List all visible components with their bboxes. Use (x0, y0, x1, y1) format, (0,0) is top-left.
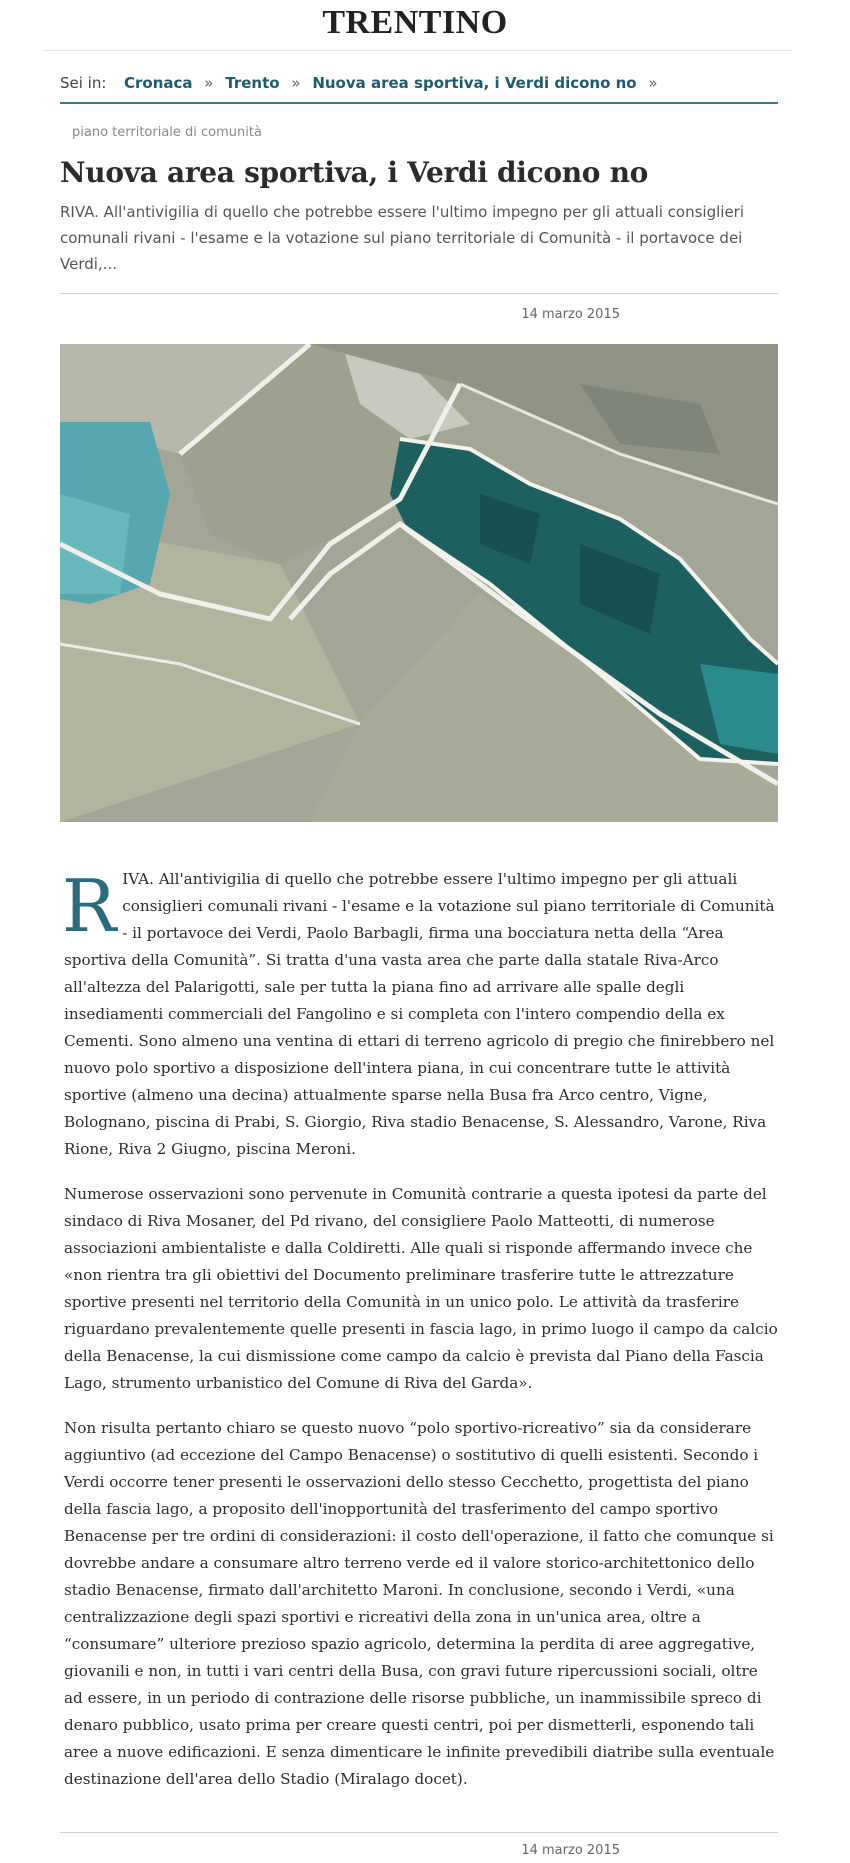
drop-cap: R (62, 864, 117, 948)
article-paragraph-3: Non risulta pertanto chiaro se questo nuovo “polo sportivo-ricreativo” sia da considerare aggiuntivo (ad eccezione del Campo Benacense) o sostitutivo di quelli esistenti. Secondo i Verdi occorre tener presenti le osservazioni dello stesso Cecchetto, progettista del piano della fascia lago, a proposito dell'inopportunità del trasferimento del campo sportivo Benacense per tre ordini di considerazioni: il costo dell'operazione, il fatto che comunque si dovrebbe andare a consumare altro terreno verde ed il valore storico-architettonico dello stadio Benacense, firmato dall'architetto Maroni. In conclusione, secondo i Verdi, «una centralizzazione degli spazi sportivi e ricreativi della zona in un'unica area, oltre a “consumare” ulteriore prezioso spazio agricolo, determina la perdita di aree aggregative, giovanili e non, in tutti i vari centri della Busa, con gravi future ripercussioni sociali, oltre ad essere, in un periodo di contrazione delle risorse pubbliche, un inammissibile spreco di denaro pubblico, usato prima per creare questi centri, poi per dismetterli, esponendo tali aree a nuove edificazioni. E senza dimenticare le infinite prevedibili diatribe sulla eventuale destinazione dell'area dello Stadio (Miralago docet). (64, 1419, 775, 1788)
breadcrumb-current-article[interactable]: Nuova area sportiva, i Verdi dicono no (312, 74, 637, 92)
article-summary: RIVA. All'antivigilia di quello che potrebbe essere l'ultimo impegno per gli attuali consiglieri comunali rivani - l'esame e la votazione sul piano territoriale di Comunità - il portavoce dei Verdi,... (60, 203, 745, 273)
masthead (0, 0, 850, 42)
article-category[interactable]: piano territoriale di comunità (72, 125, 262, 140)
breadcrumb-separator: » (648, 74, 658, 92)
breadcrumb-link-trento[interactable]: Trento (225, 74, 280, 92)
article-paragraph-2: Numerose osservazioni sono pervenute in Comunità contrarie a questa ipotesi da parte del sindaco di Riva Mosaner, del Pd rivano, del consigliere Paolo Matteotti, di numerose associazioni ambientaliste e dalla Coldiretti. Alle quali si risponde affermando invece che «non rientra tra gli obiettivi del Documento preliminare trasferire tutte le attrezzature sportive presenti nel territorio della Comunità in un unico polo. Le attività da trasferire riguardano prevalentemente quelle presenti in fascia lago, in primo luogo il campo da calcio della Benacense, la cui dismissione come campo da calcio è prevista dal Piano della Fascia Lago, strumento urbanistico del Comune di Riva del Garda». (64, 1185, 778, 1392)
article-paragraph-1 (64, 866, 780, 1163)
article-date-bottom: 14 marzo 2015 (521, 1843, 620, 1858)
summary-divider (60, 293, 778, 294)
article-photo (60, 344, 778, 822)
aerial-map-image (60, 344, 778, 822)
breadcrumb (60, 74, 665, 92)
breadcrumb-underline (60, 102, 778, 104)
article-headline: Nuova area sportiva, i Verdi dicono no (60, 156, 649, 189)
breadcrumb-separator: » (204, 74, 214, 92)
article-date-top: 14 marzo 2015 (521, 307, 620, 322)
breadcrumb-link-cronaca[interactable]: Cronaca (123, 74, 193, 92)
article-paragraph-1-text: IVA. All'antivigilia di quello che potrebbe essere l'ultimo impegno per gli attuali consiglieri comunali rivani - l'esame e la votazione sul piano territoriale di Comunità - il portavoce dei Verdi, Paolo Barbagli, firma una bocciatura netta della “Area sportiva della Comunità”. Si tratta d'una vasta area che parte dalla statale Riva-Arco all'altezza del Palarigotti, sale per tutta la piana fino ad arrivare alle spalle degli insediamenti commerciali del Fangolino e si completa con l'intero compendio della ex Cementi. Sono almeno una ventina di ettari di terreno agricolo di pregio che finirebbero nel nuovo polo sportivo a disposizione dell'intera piana, in cui concentrare tutte le attività sportive (almeno una decina) attualmente sparse nella Busa fra Arco centro, Vigne, Bolognano, piscina di Prabi, S. Giorgio, Riva stadio Benacense, S. Alessandro, Varone, Riva Rione, Riva 2 Giugno, piscina Meroni. (64, 870, 775, 1158)
masthead-divider (42, 50, 792, 51)
article-body (64, 866, 780, 1811)
site-logo[interactable]: TRENTINO (322, 4, 508, 41)
breadcrumb-label: Sei in: (60, 74, 107, 92)
breadcrumb-separator: » (291, 74, 301, 92)
footer-divider (60, 1832, 778, 1833)
